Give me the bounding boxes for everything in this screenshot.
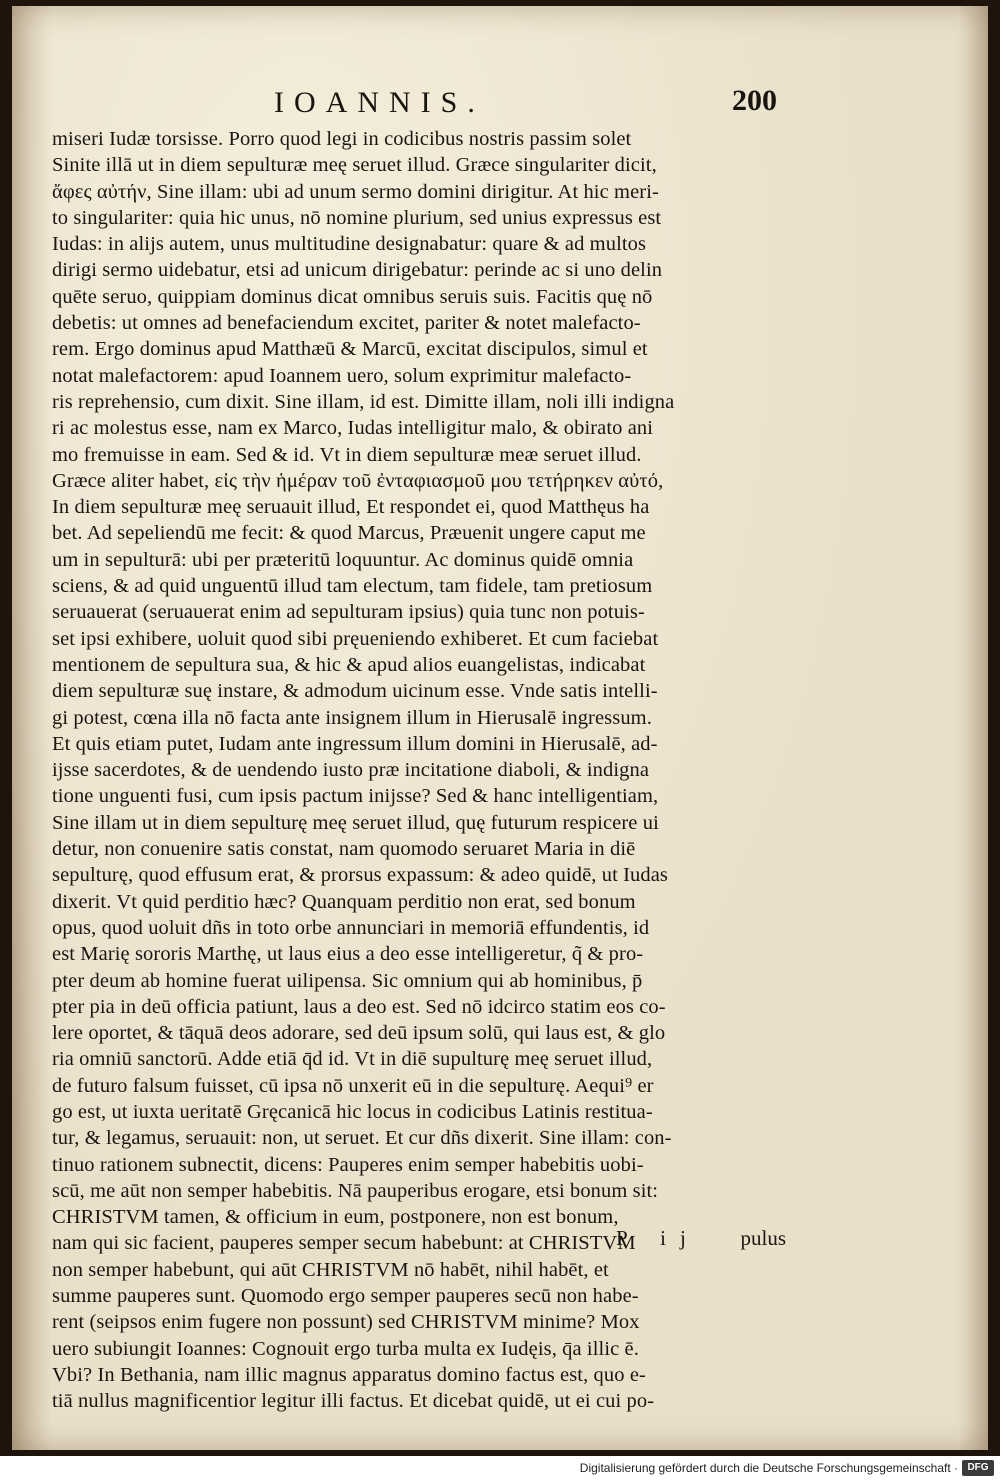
text-line: diem sepulturæ suę instare, & admodum uicinum esse. Vnde satis intelli- xyxy=(52,680,658,703)
folio-number: 200 xyxy=(732,84,777,117)
text-line: ἄφες αὐτήν, Sine illam: ubi ad unum sermo domini dirigitur. At hic meri- xyxy=(52,180,659,203)
text-line: uero subiungit Ioannes: Cognouit ergo turba multa ex Iudęis, q̄a illic ē. xyxy=(52,1337,639,1360)
text-line: debetis: ut omnes ad benefaciendum excitet, pariter & notet malefacto- xyxy=(52,312,641,335)
text-line: ri ac molestus esse, nam ex Marco, Iudas intelligitur malo, & obirato ani xyxy=(52,417,654,440)
text-line: est Marię sororis Marthę, ut laus eius a deo esse intelligeretur, q̃ & pro- xyxy=(52,943,644,966)
dfg-credit-text: Digitalisierung gefördert durch die Deutsche Forschungsgemeinschaft · xyxy=(579,1461,958,1475)
body-text xyxy=(52,126,782,1415)
text-line: tur, & legamus, seruauit: non, ut seruet. Et cur dñs dixerit. Sine illam: con- xyxy=(52,1127,672,1150)
page-header xyxy=(12,84,988,124)
text-line: bet. Ad sepeliendū me fecit: & quod Marcus, Præuenit ungere caput me xyxy=(52,522,646,545)
text-line: pter pia in deū officia patiunt, laus a deo est. Sed nō idcirco statim eos co- xyxy=(52,995,666,1018)
text-line: CHRISTVM tamen, & officium in eum, postponere, non est bonum, xyxy=(52,1206,619,1229)
text-line: seruauerat (seruauerat enim ad sepulturam ipsius) quia tunc non potuis- xyxy=(52,601,645,624)
text-line: mo fremuisse in eam. Sed & id. Vt in diem sepulturæ meæ seruet illud. xyxy=(52,443,642,466)
text-line: de futuro falsum fuisset, cū ipsa nō unxerit eū in die sepulturę. Aequi⁹ er xyxy=(52,1074,654,1097)
digitization-footer xyxy=(0,1456,1000,1482)
text-line: quēte seruo, quippiam dominus dicat omnibus seruis suis. Facitis quę nō xyxy=(52,285,653,308)
text-line: um in sepulturā: ubi per præteritū loquuntur. Ac dominus quidē omnia xyxy=(52,548,634,571)
text-line: rem. Ergo dominus apud Matthæū & Marcū, excitat discipulos, simul et xyxy=(52,338,648,361)
text-line: In diem sepulturæ meę seruauit illud, Et respondet ei, quod Matthęus ha xyxy=(52,496,650,519)
running-head: IOANNIS. xyxy=(274,86,485,119)
text-line: Græce aliter habet, εἰς τὴν ἡμέραν τοῦ ἐνταφιασμοῦ μου τετήρηκεν αὐτό, xyxy=(52,469,664,492)
text-line: Vbi? In Bethania, nam illic magnus apparatus domino factus est, quo e- xyxy=(52,1363,646,1386)
signature-mark: P ij xyxy=(616,1226,700,1250)
text-line: ijsse sacerdotes, & de uendendo iusto præ incitatione diaboli, & indigna xyxy=(52,759,650,782)
text-line: sciens, & ad quid unguentū illud tam electum, tam fidele, tam pretiosum xyxy=(52,575,653,598)
text-line: summe pauperes sunt. Quomodo ergo semper pauperes secū non habe- xyxy=(52,1285,639,1308)
text-line: sepulturę, quod effusum erat, & prorsus expassum: & adeo quidē, ut Iudas xyxy=(52,864,669,887)
text-line: Sine illam ut in diem sepulturę meę seruet illud, quę futurum respicere ui xyxy=(52,811,659,834)
text-line: set ipsi exhibere, uoluit quod sibi pręueniendo exhiberet. Et cum faciebat xyxy=(52,627,659,650)
text-line: tiā nullus magnificentior legitur illi factus. Et dicebat quidē, ut ei cui po- xyxy=(52,1390,655,1413)
text-line: dirigi sermo uidebatur, etsi ad unicum dirigebatur: perinde ac si uno delin xyxy=(52,259,663,282)
text-line: tione unguenti fusi, cum ipsis pactum inijsse? Sed & hanc intelligentiam, xyxy=(52,785,659,808)
text-line: to singulariter: quia hic unus, nō nomine plurium, sed unius expressus est xyxy=(52,206,662,229)
text-line: non semper habebunt, qui aūt CHRISTVM nō habēt, nihil habēt, et xyxy=(52,1258,609,1281)
text-line: pter deum ab homine fuerat uilipensa. Sic omnium qui ab hominibus, p̄ xyxy=(52,969,643,992)
text-line: rent (seipsos enim fugere non possunt) sed CHRISTVM minime? Mox xyxy=(52,1311,640,1334)
text-line: lere oportet, & tāquā deos adorare, sed deū ipsum solū, qui laus est, & glo xyxy=(52,1022,666,1045)
text-line: tinuo rationem subnectit, dicens: Pauperes enim semper habebitis uobi- xyxy=(52,1153,644,1176)
text-line: ria omniū sanctorū. Adde etiā q̄d id. Vt in diē supulturę meę seruet illud, xyxy=(52,1048,653,1071)
text-line: gi potest, cœna illa nō facta ante insignem illum in Hierusalē ingressum. xyxy=(52,706,652,729)
catchword: pulus xyxy=(740,1226,786,1250)
text-line: miseri Iudæ torsisse. Porro quod legi in codicibus nostris passim solet xyxy=(52,128,632,150)
text-line: detur, non conuenire satis constat, nam quomodo seruaret Maria in diē xyxy=(52,838,636,861)
text-line: mentionem de sepultura sua, & hic & apud alios euangelistas, indicabat xyxy=(52,653,646,676)
text-line: scū, me aūt non semper habebitis. Nā pauperibus erogare, etsi bonum sit: xyxy=(52,1179,659,1202)
text-line: notat malefactorem: apud Ioannem uero, solum exprimitur malefacto- xyxy=(52,364,632,387)
text-line: dixerit. Vt quid perditio hæc? Quanquam perditio non erat, sed bonum xyxy=(52,890,636,913)
text-line: Sinite illā ut in diem sepulturæ meę seruet illud. Græce singulariter dicit, xyxy=(52,154,657,177)
text-line: opus, quod uoluit dñs in toto orbe annunciari in memoriā effundentis, id xyxy=(52,916,650,939)
text-line: ris reprehensio, cum dixit. Sine illam, id est. Dimitte illam, noli illi indigna xyxy=(52,390,675,413)
text-line: Iudas: in alijs autem, unus multitudine designabatur: quare & ad multos xyxy=(52,233,647,256)
text-line: Et quis etiam putet, Iudam ante ingressum illum domini in Hierusalē, ad- xyxy=(52,732,658,755)
text-line: go est, ut iuxta ueritatē Gręcanicā hic locus in codicibus Latinis restitua- xyxy=(52,1100,653,1123)
book-page xyxy=(12,6,988,1450)
text-line: nam qui sic facient, pauperes semper secum habebunt: at CHRISTVM xyxy=(52,1232,636,1255)
dfg-logo: DFG xyxy=(962,1460,994,1476)
